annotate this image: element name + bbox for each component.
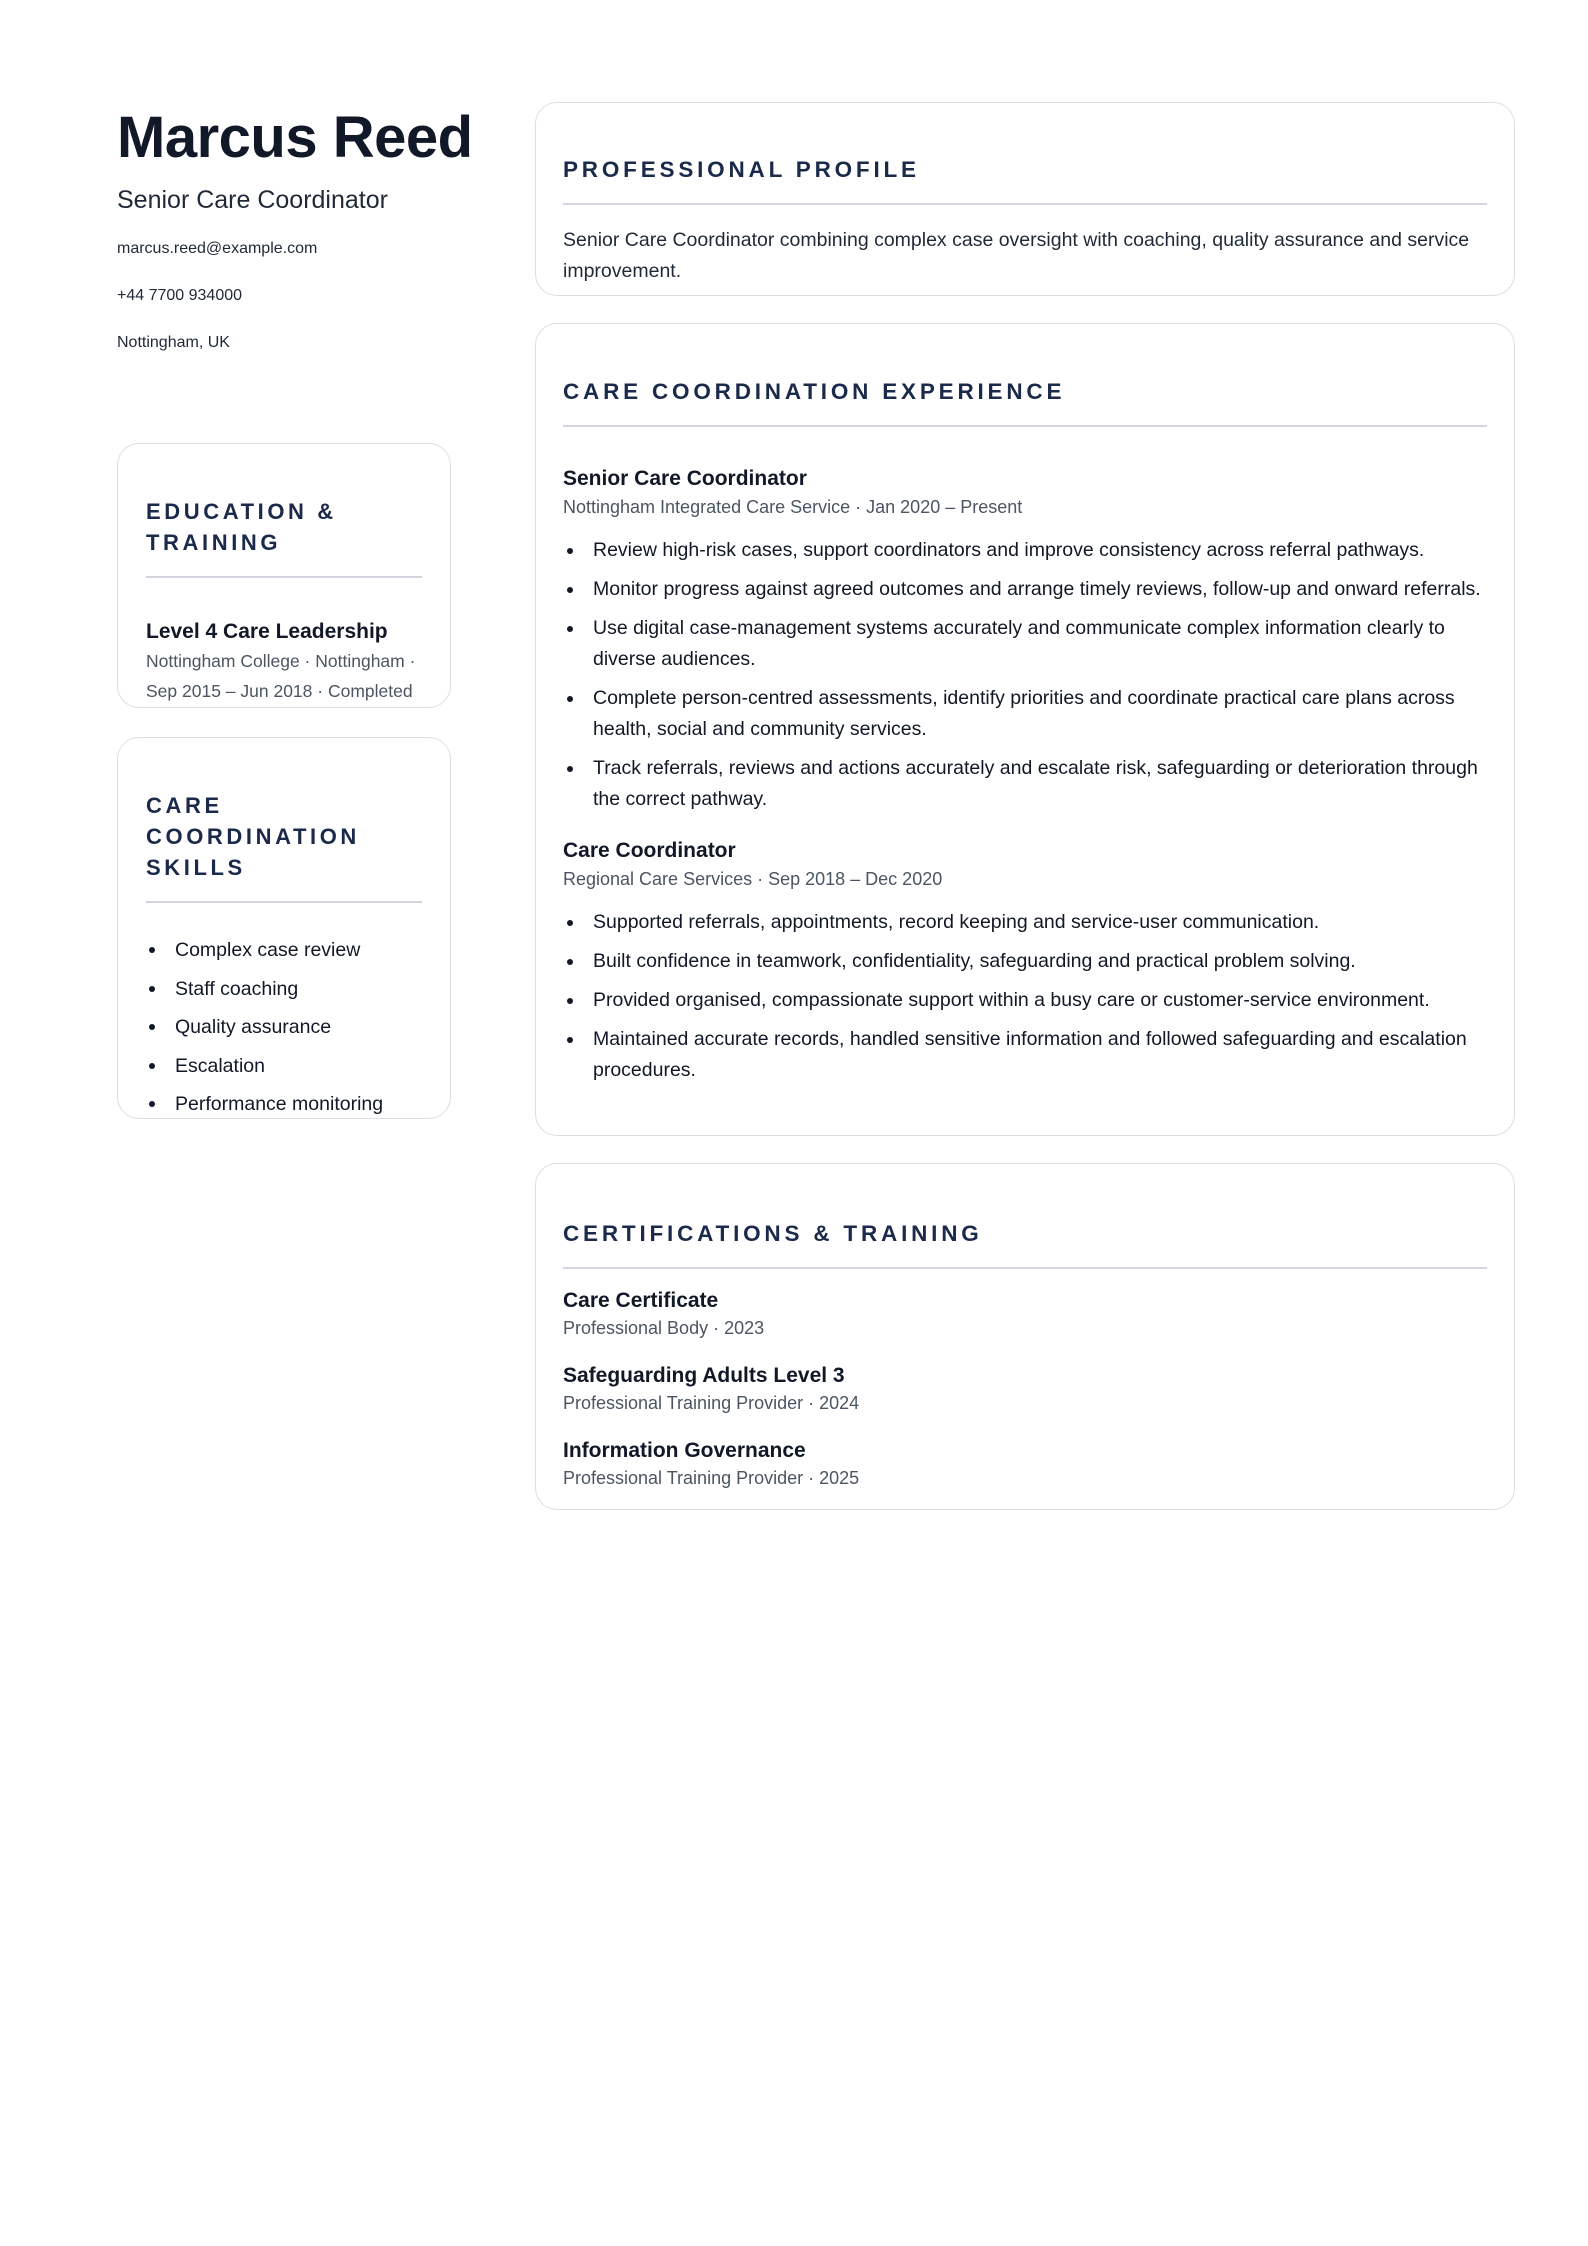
certification-name: Safeguarding Adults Level 3 [563,1364,845,1387]
certification-name: Information Governance [563,1439,806,1462]
skill-item: Complex case review [146,937,422,976]
certifications-card [535,1163,1515,1510]
certification-meta: Professional Training Provider · 2024 [563,1393,860,1413]
contact-location: Nottingham, UK [117,334,230,351]
job-bullet: Use digital case-management systems accurately and communicate complex information clearly to diverse audiences. [563,613,1487,675]
section-divider [146,901,422,903]
job-bullet: Provided organised, compassionate support within a busy care or customer-service environment. [563,985,1487,1016]
job-role: Senior Care Coordinator [563,467,807,490]
job-bullet: Complete person-centred assessments, identify priorities and coordinate practical care plans across health, social and community services. [563,683,1487,745]
skill-item: Escalation [146,1053,422,1092]
job-bullet: Monitor progress against agreed outcomes and arrange timely reviews, follow-up and onward referrals. [563,574,1487,605]
contact-email[interactable]: marcus.reed@example.com [117,240,318,257]
skill-item: Staff coaching [146,976,422,1015]
education-card [117,443,451,708]
education-qualification: Level 4 Care Leadership [146,620,388,643]
certification-meta: Professional Training Provider · 2025 [563,1468,860,1488]
experience-card [535,323,1515,1136]
education-meta: Nottingham College · Nottingham · Sep 2015 – Jun 2018 · Completed [146,651,416,701]
job-role: Care Coordinator [563,839,736,862]
candidate-headline: Senior Care Coordinator [117,186,388,214]
profile-card [535,102,1515,296]
skills-card [117,737,451,1119]
job-meta: Regional Care Services · Sep 2018 – Dec 2020 [563,869,943,889]
section-divider [563,1267,1487,1269]
job-bullets [563,907,1487,1086]
skill-item: Quality assurance [146,1014,422,1053]
job-bullet: Maintained accurate records, handled sensitive information and followed safeguarding and escalation procedures. [563,1024,1487,1086]
certification-item [563,1287,1487,1342]
certification-item [563,1437,1487,1492]
skills-section-title: CARE COORDINATION SKILLS [146,793,360,880]
profile-summary: Senior Care Coordinator combining complex case oversight with coaching, quality assurance and service improvement. [563,229,1470,282]
certification-meta: Professional Body · 2023 [563,1318,765,1338]
section-divider [563,425,1487,427]
job-meta: Nottingham Integrated Care Service · Jan 2020 – Present [563,497,1023,517]
section-divider [563,203,1487,205]
contact-details [117,238,451,354]
job-entry [563,465,1487,815]
job-bullet: Review high-risk cases, support coordinators and improve consistency across referral pathways. [563,535,1487,566]
skill-item: Performance monitoring [146,1091,422,1119]
job-entry [563,837,1487,1086]
contact-phone[interactable]: +44 7700 934000 [117,287,243,304]
education-item [146,618,422,706]
job-bullets [563,535,1487,815]
skills-list [146,937,422,1119]
education-section-title: EDUCATION & TRAINING [146,499,337,555]
certifications-list [563,1287,1487,1492]
candidate-name: Marcus Reed [117,105,473,170]
job-bullet: Supported referrals, appointments, record keeping and service-user communication. [563,907,1487,938]
certification-name: Care Certificate [563,1289,719,1312]
profile-section-title: PROFESSIONAL PROFILE [563,157,920,182]
section-divider [146,576,422,578]
job-bullet: Track referrals, reviews and actions accurately and escalate risk, safeguarding or deterioration through the correct pathway. [563,753,1487,815]
resume-header [117,100,473,379]
experience-section-title: CARE COORDINATION EXPERIENCE [563,379,1066,404]
certifications-section-title: CERTIFICATIONS & TRAINING [563,1221,983,1246]
job-bullet: Built confidence in teamwork, confidentiality, safeguarding and practical problem solving. [563,946,1487,977]
certification-item [563,1362,1487,1417]
